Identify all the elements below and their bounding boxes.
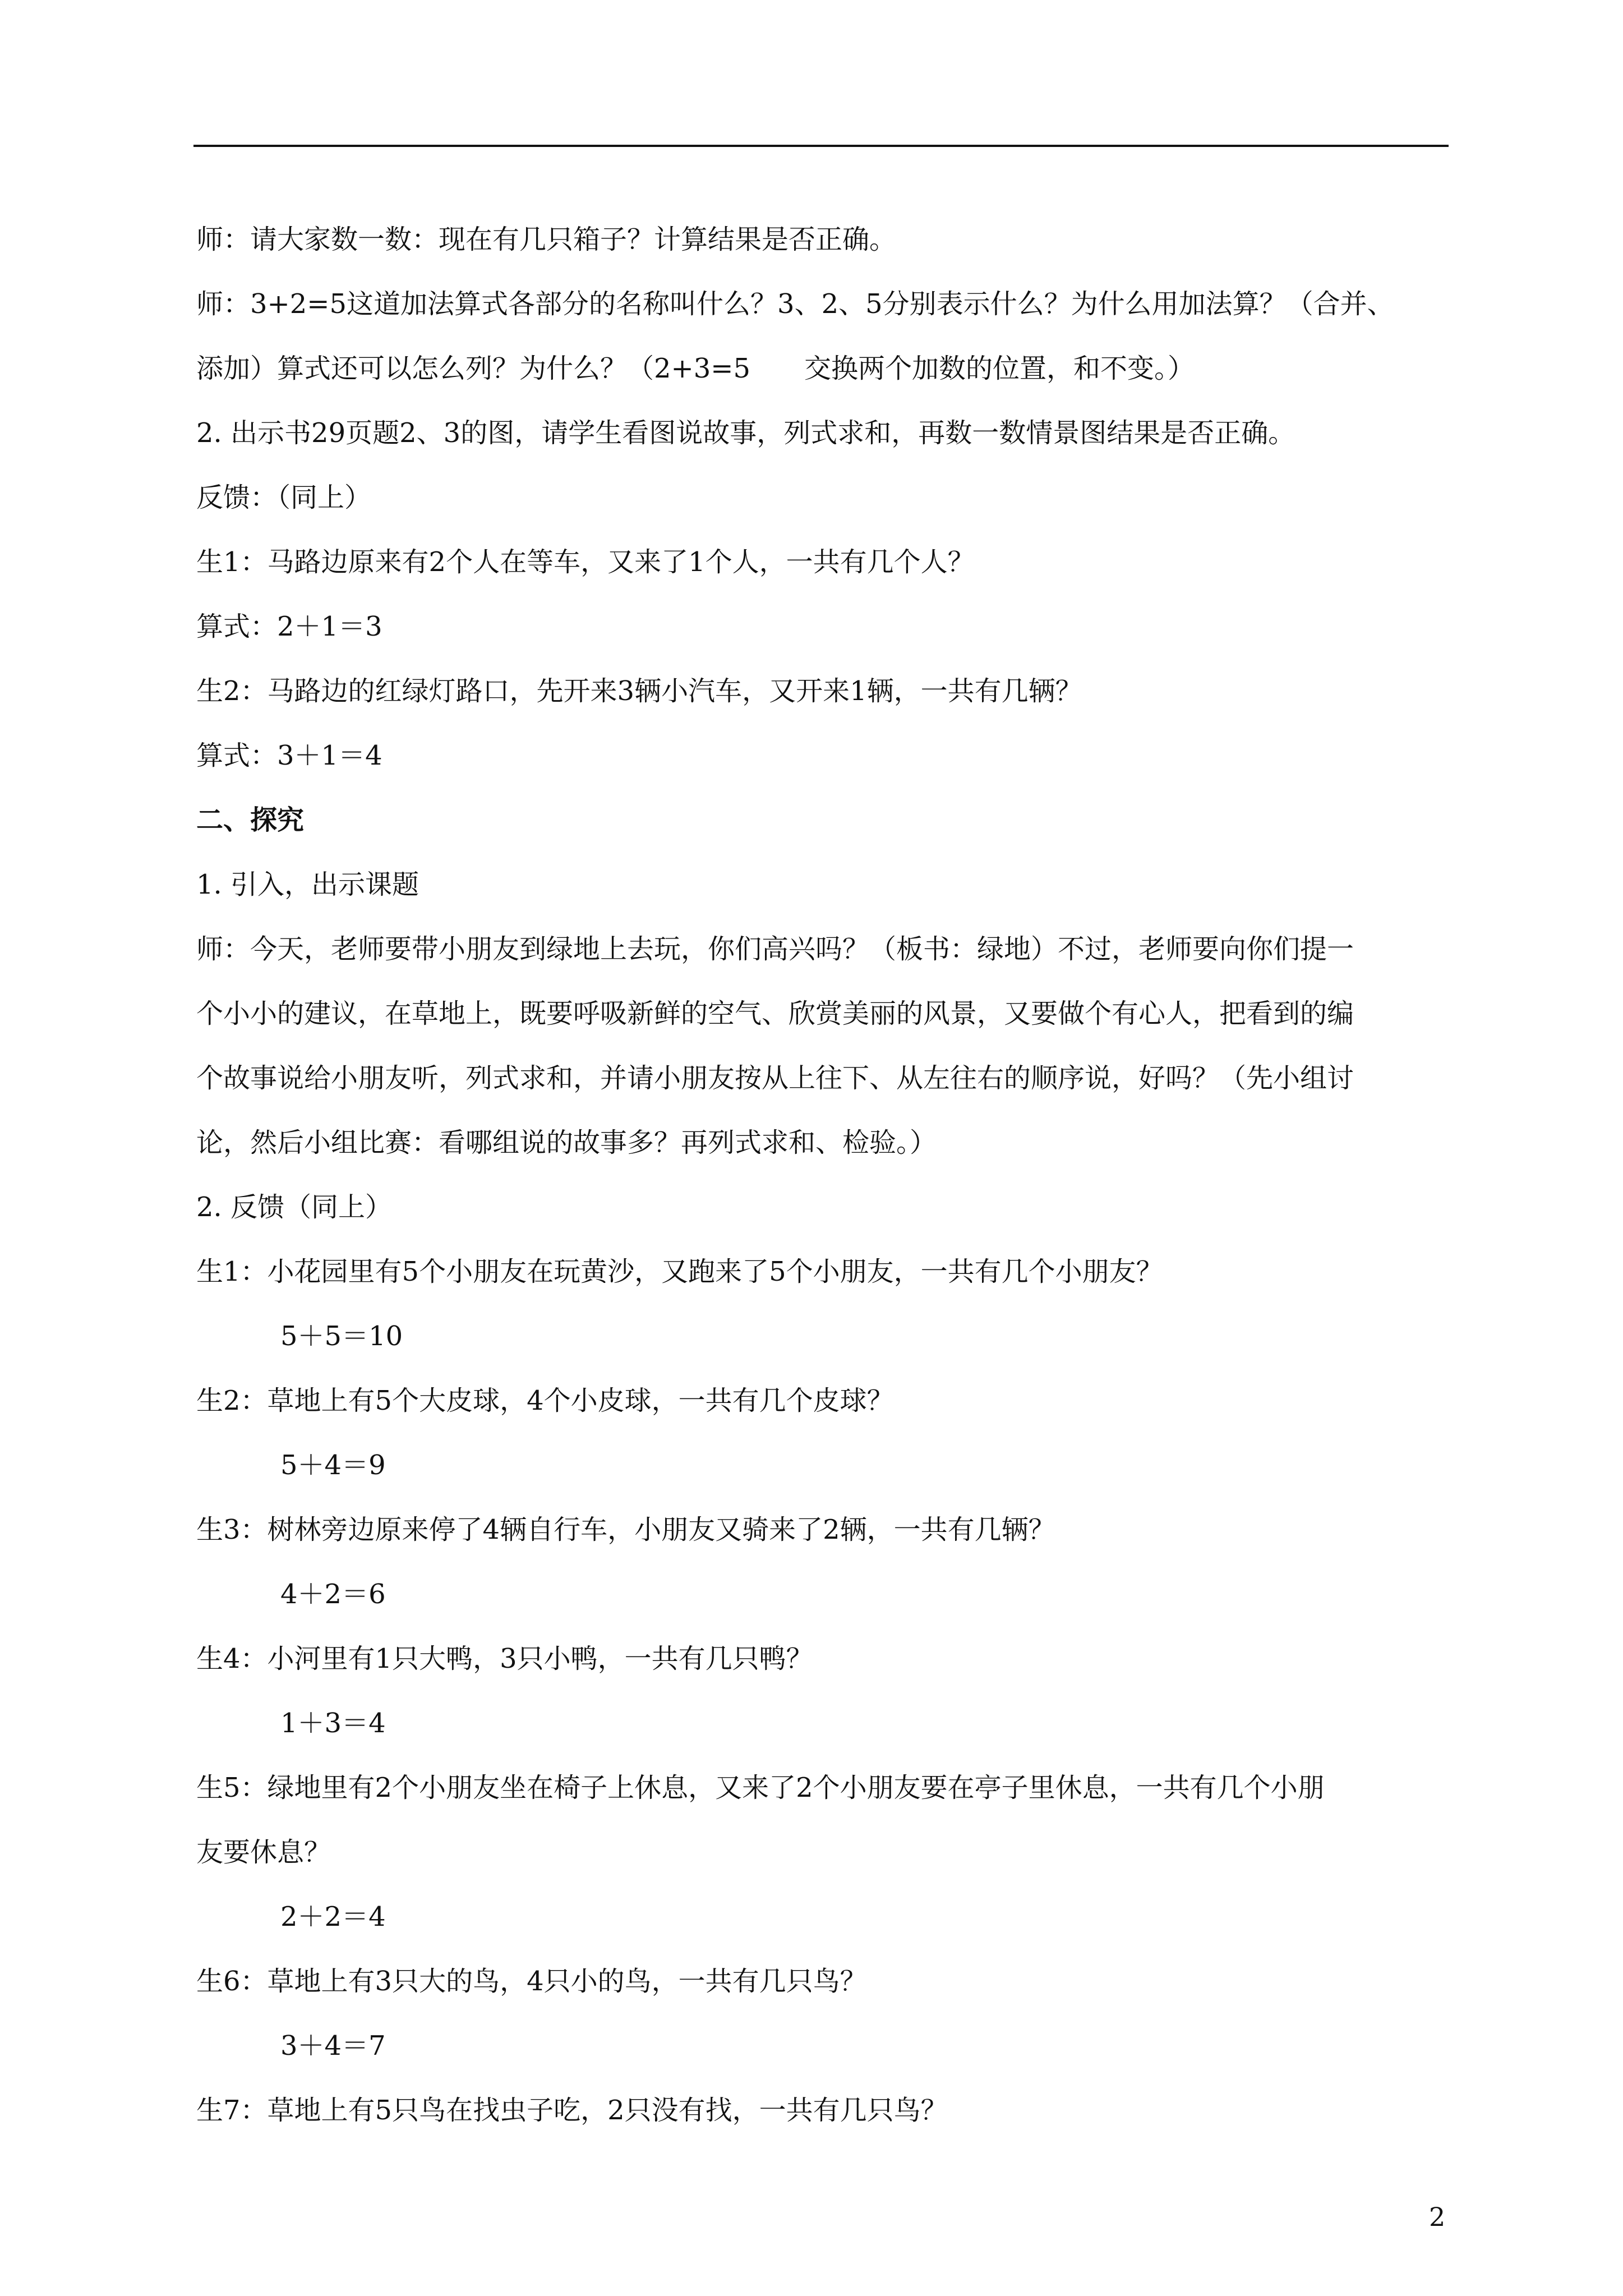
text-line: 算式：3＋1＝4 — [196, 740, 382, 771]
text-line: 生5：绿地里有2个小朋友坐在椅子上休息，又来了2个小朋友要在亭子里休息，一共有几个小朋 — [196, 1772, 1325, 1803]
text-line: 生2：马路边的红绿灯路口，先开来3辆小汽车，又开来1辆，一共有几辆？ — [196, 675, 1082, 707]
text-line: 论，然后小组比赛：看哪组说的故事多？再列式求和、检验。） — [196, 1127, 937, 1158]
text-line: 友要休息？ — [196, 1837, 331, 1868]
text-line: 生6：草地上有3只大的鸟，4只小的鸟，一共有几只鸟？ — [196, 1966, 867, 1997]
text-line: 师：3+2=5这道加法算式各部分的名称叫什么？3、2、5分别表示什么？为什么用加法算？（合并、 — [196, 288, 1394, 320]
text-line: 1. 引入，出示课题 — [196, 869, 419, 900]
text-line: 个小小的建议，在草地上，既要呼吸新鲜的空气、欣赏美丽的风景，又要做个有心人，把看到的编 — [196, 998, 1354, 1029]
text-line: 生4：小河里有1只大鸭，3只小鸭，一共有几只鸭？ — [196, 1643, 813, 1674]
section-heading: 二、探究 — [196, 804, 305, 836]
text-line: 生2：草地上有5个大皮球，4个小皮球，一共有几个皮球？ — [196, 1385, 894, 1416]
document-body — [196, 208, 1453, 2143]
text-line: 算式：2＋1＝3 — [196, 611, 382, 642]
text-line: 2. 反馈（同上） — [196, 1191, 393, 1223]
equation-line: 4＋2＝6 — [280, 1579, 386, 1610]
equation-line: 1＋3＝4 — [280, 1708, 386, 1739]
text-line: 生1：小花园里有5个小朋友在玩黄沙，又跑来了5个小朋友，一共有几个小朋友？ — [196, 1256, 1163, 1287]
text-line: 添加）算式还可以怎么列？为什么？（2+3=5 交换两个加数的位置，和不变。） — [196, 353, 1195, 384]
header-rule — [193, 145, 1449, 147]
equation-line: 2＋2＝4 — [280, 1901, 386, 1932]
text-line: 师：今天，老师要带小朋友到绿地上去玩，你们高兴吗？（板书：绿地）不过，老师要向你们提一 — [196, 933, 1354, 965]
text-line: 生1：马路边原来有2个人在等车，又来了1个人，一共有几个人？ — [196, 546, 975, 578]
text-line: 生7：草地上有5只鸟在找虫子吃，2只没有找，一共有几只鸟？ — [196, 2095, 948, 2126]
page-number: 2 — [1429, 2202, 1446, 2232]
equation-line: 3＋4＝7 — [280, 2030, 386, 2062]
equation-line: 5＋4＝9 — [280, 1450, 386, 1481]
text-line: 生3：树林旁边原来停了4辆自行车，小朋友又骑来了2辆，一共有几辆？ — [196, 1514, 1055, 1545]
equation-line: 5＋5＝10 — [280, 1320, 403, 1352]
text-line: 反馈：（同上） — [196, 482, 372, 513]
text-line: 师：请大家数一数：现在有几只箱子？计算结果是否正确。 — [196, 224, 897, 255]
text-line: 2. 出示书29页题2、3的图，请学生看图说故事，列式求和，再数一数情景图结果是否正确。 — [196, 417, 1295, 449]
text-line: 个故事说给小朋友听，列式求和，并请小朋友按从上往下、从左往右的顺序说，好吗？（先小组讨 — [196, 1062, 1354, 1094]
